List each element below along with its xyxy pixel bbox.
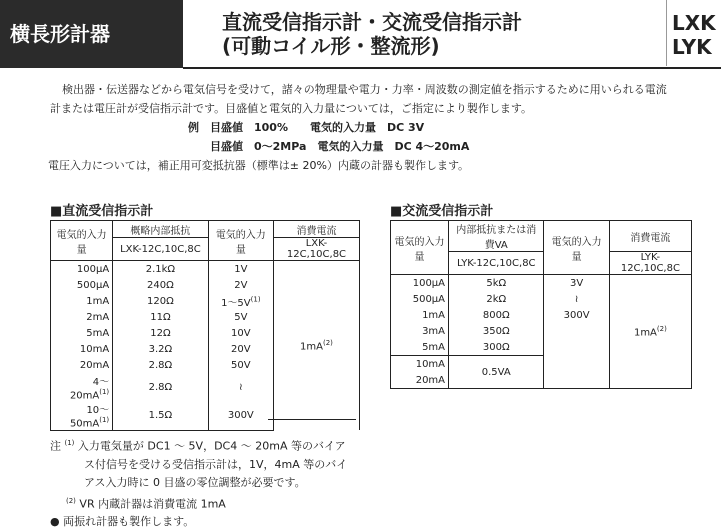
dc-section-title: ■直流受信指示計 xyxy=(50,204,154,219)
category-banner: 横長形計器 xyxy=(0,0,183,68)
ac-resistance-cell: 5kΩ xyxy=(449,275,544,292)
dc-header-input-2: 電気的入力量 xyxy=(208,221,273,261)
note-1-line-3: アス入力時に 0 目盛の零位調整が必要です。 xyxy=(84,475,306,489)
dc-resistance-cell: 3.2Ω xyxy=(113,341,208,357)
ac-header-resistance: 内部抵抗または消費VA xyxy=(449,221,544,252)
ac-input-cell: 100μA xyxy=(391,275,449,292)
dc-resistance-cell: 12Ω xyxy=(113,325,208,341)
intro-paragraph-1b: 計または電圧計が受信指示計です。目盛値と電気的入力量については，ご指定により製作します。 xyxy=(50,102,533,115)
ac-header-model-2: LYK-12C,10C,8C xyxy=(609,252,691,275)
dc-resistance-cell: 240Ω xyxy=(113,277,208,293)
dc-input-cell xyxy=(51,401,113,430)
dc-voltage-cell: 10V xyxy=(208,325,273,341)
dc-voltage-cell: 5V xyxy=(208,309,273,325)
example-line-2: 目盛値 0～2MPa 電気的入力量 DC 4～20mA xyxy=(210,140,470,153)
ac-current-note-mark: (2) xyxy=(656,324,667,333)
ac-voltage-cell: 3V xyxy=(544,275,609,292)
model-code-lyk: LYK xyxy=(672,35,712,59)
dc-input-bias: 10～50mA xyxy=(69,405,110,430)
dc-resistance-cell: 1.5Ω xyxy=(113,401,208,430)
ac-input-cell: 3mA xyxy=(391,323,449,339)
dc-table-bottom-rule xyxy=(268,419,356,420)
ac-header-input: 電気的入力量 xyxy=(391,221,449,275)
note-1-mark: (1) xyxy=(64,439,75,447)
dc-input-cell: 2mA xyxy=(51,309,113,325)
ac-header-model: LYK-12C,10C,8C xyxy=(449,252,544,275)
ac-input-cell: 20mA xyxy=(391,372,449,389)
title-line-1: 直流受信指示計・交流受信指示計 xyxy=(222,10,522,34)
dc-voltage-note-mark: (1) xyxy=(250,295,261,304)
note-2-text: VR 内蔵計器は消費電流 1mA xyxy=(79,497,226,511)
ac-section-title: ■交流受信指示計 xyxy=(390,204,494,219)
dc-header-resistance: 概略内部抵抗 xyxy=(113,221,208,238)
dc-header-current: 消費電流 xyxy=(273,221,359,238)
dc-input-bias: 4～20mA xyxy=(69,377,110,402)
ac-current-cell xyxy=(609,275,691,389)
footnotes xyxy=(50,434,370,531)
dc-voltage-cell: 50V xyxy=(208,357,273,373)
ac-resistance-cell: 300Ω xyxy=(449,339,544,356)
ac-voltage-cell: ≀ xyxy=(544,291,609,307)
note-label: 注 xyxy=(50,439,61,453)
note-2-line xyxy=(50,492,370,514)
header-rule xyxy=(183,67,721,69)
dc-voltage-cell: 300V xyxy=(208,401,273,430)
dc-voltage-cell: 1V xyxy=(208,261,273,278)
dc-input-cell: 5mA xyxy=(51,325,113,341)
ac-voltage-cell: 300V xyxy=(544,307,609,323)
dc-spec-table xyxy=(50,220,360,431)
dc-input-note-mark: (1) xyxy=(99,388,110,396)
dc-resistance-cell: 120Ω xyxy=(113,293,208,309)
ac-resistance-cell: 2kΩ xyxy=(449,291,544,307)
dc-input-cell: 1mA xyxy=(51,293,113,309)
ac-current-value: 1mA xyxy=(633,327,657,339)
note-3-line: ● 両振れ計器も製作します。 xyxy=(50,515,195,529)
note-1-line-1 xyxy=(50,434,370,456)
ac-resistance-cell: 800Ω xyxy=(449,307,544,323)
intro-paragraph-2: 電圧入力については，補正用可変抵抗器（標準は± 20%）内蔵の計器も製作します。 xyxy=(48,159,470,172)
note-1-text-1: 入力電気量が DC1 ～ 5V，DC4 ～ 20mA 等のバイア xyxy=(77,439,346,453)
ac-spec-table xyxy=(390,220,692,389)
intro-text xyxy=(50,80,700,175)
note-1-line-2: ス付信号を受ける受信指示計は，1V，4mA 等のバイ xyxy=(84,457,348,471)
ac-va-cell: 0.5VA xyxy=(449,356,544,389)
dc-header-input: 電気的入力量 xyxy=(51,221,113,261)
dc-resistance-cell: 2.1kΩ xyxy=(113,261,208,278)
title-line-2: (可動コイル形・整流形) xyxy=(222,34,440,58)
ac-input-cell: 10mA xyxy=(391,356,449,373)
header-divider xyxy=(666,0,667,66)
ac-input-cell: 500μA xyxy=(391,291,449,307)
ac-header-input-2: 電気的入力量 xyxy=(544,221,609,275)
ac-resistance-cell: 350Ω xyxy=(449,323,544,339)
page-title xyxy=(222,10,522,58)
dc-header-model: LXK-12C,10C,8C xyxy=(113,238,208,261)
dc-input-cell xyxy=(51,373,113,401)
dc-resistance-cell: 2.8Ω xyxy=(113,357,208,373)
dc-voltage-cell: 2V xyxy=(208,277,273,293)
dc-input-cell: 500μA xyxy=(51,277,113,293)
dc-input-cell: 100μA xyxy=(51,261,113,278)
dc-voltage-bias: 1～5V xyxy=(221,297,251,309)
intro-paragraph-1a: 検出器・伝送器などから電気信号を受けて，諸々の物理量や電力・力率・周波数の測定値を指示するために用いられる電流 xyxy=(62,83,667,96)
example-line-1: 例 目盛値 100% 電気的入力量 DC 3V xyxy=(188,121,425,134)
note-2-mark: (2) xyxy=(66,496,76,505)
ac-input-cell: 5mA xyxy=(391,339,449,356)
ac-header-current: 消費電流 xyxy=(609,221,691,252)
ac-input-cell: 1mA xyxy=(391,307,449,323)
dc-input-cell: 20mA xyxy=(51,357,113,373)
dc-voltage-cell xyxy=(208,293,273,309)
dc-resistance-cell: 11Ω xyxy=(113,309,208,325)
dc-input-note-mark: (1) xyxy=(99,416,110,425)
dc-current-value: 1mA xyxy=(300,341,323,353)
dc-input-cell: 10mA xyxy=(51,341,113,357)
dc-voltage-cell: 20V xyxy=(208,341,273,357)
dc-current-cell xyxy=(273,261,359,431)
model-code-lxk: LXK xyxy=(672,11,716,35)
model-codes xyxy=(672,11,716,59)
ac-voltage-empty xyxy=(544,323,609,389)
dc-current-note-mark: (2) xyxy=(323,338,333,347)
dc-voltage-cell: ≀ xyxy=(208,373,273,401)
dc-resistance-cell: 2.8Ω xyxy=(113,373,208,401)
dc-header-model-2: LXK-12C,10C,8C xyxy=(273,238,359,261)
